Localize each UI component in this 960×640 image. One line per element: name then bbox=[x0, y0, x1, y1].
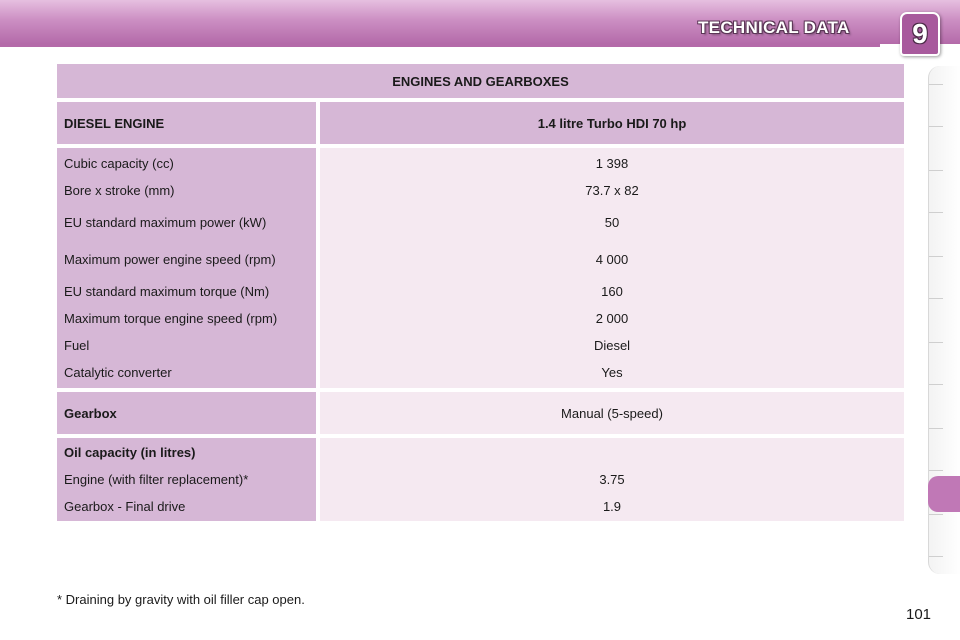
page-title: TECHNICAL DATA bbox=[698, 18, 850, 37]
spec-label: Catalytic converter bbox=[64, 365, 172, 380]
spec-label: EU standard maximum torque (Nm) bbox=[64, 284, 270, 299]
spec-value: 4 000 bbox=[595, 252, 629, 267]
engine-model: 1.4 litre Turbo HDI 70 hp bbox=[318, 100, 904, 146]
oil-capacity-group bbox=[57, 436, 904, 521]
specs-labels bbox=[57, 146, 318, 390]
spec-label: EU standard maximum power (kW) bbox=[64, 215, 267, 230]
spec-value: 73.7 x 82 bbox=[585, 183, 639, 198]
spec-label: Bore x stroke (mm) bbox=[64, 183, 175, 198]
tab-divider bbox=[929, 556, 943, 557]
table-header-row bbox=[57, 100, 904, 146]
tab-divider bbox=[929, 126, 943, 127]
spec-label: Cubic capacity (cc) bbox=[64, 156, 174, 171]
tab-divider bbox=[929, 384, 943, 385]
oil-label: Gearbox - Final drive bbox=[64, 499, 186, 514]
gearbox-row bbox=[57, 390, 904, 436]
spec-value: 1 398 bbox=[595, 156, 629, 171]
oil-value: 1.9 bbox=[602, 499, 622, 514]
gearbox-label: Gearbox bbox=[57, 390, 318, 436]
spec-value: 50 bbox=[604, 215, 620, 230]
footnote: * Draining by gravity with oil filler cap open. bbox=[57, 592, 305, 607]
page-number: 101 bbox=[906, 606, 932, 623]
table-caption-row bbox=[57, 64, 904, 100]
gearbox-value: Manual (5-speed) bbox=[318, 390, 904, 436]
oil-capacity-title: Oil capacity (in litres) bbox=[64, 445, 196, 460]
specs-group bbox=[57, 146, 904, 390]
oil-label: Engine (with filter replacement)* bbox=[64, 472, 249, 487]
oil-labels bbox=[57, 436, 318, 521]
tab-divider bbox=[929, 212, 943, 213]
spec-value: 160 bbox=[601, 284, 623, 299]
tab-divider bbox=[929, 298, 943, 299]
tab-divider bbox=[929, 470, 943, 471]
spec-label: Fuel bbox=[64, 338, 90, 353]
header-divider bbox=[0, 44, 880, 47]
oil-value-spacer bbox=[320, 439, 904, 466]
tab-divider bbox=[929, 256, 943, 257]
oil-values bbox=[318, 436, 904, 521]
tab-divider bbox=[929, 342, 943, 343]
spec-value: 2 000 bbox=[595, 311, 629, 326]
tab-divider bbox=[929, 514, 943, 515]
spec-value: Diesel bbox=[593, 338, 631, 353]
engine-specs-table bbox=[57, 64, 904, 521]
spec-label: Maximum power engine speed (rpm) bbox=[64, 252, 276, 267]
specs-values bbox=[318, 146, 904, 390]
tab-divider bbox=[929, 428, 943, 429]
engine-label: DIESEL ENGINE bbox=[57, 100, 318, 146]
tab-divider bbox=[929, 170, 943, 171]
table-caption: ENGINES AND GEARBOXES bbox=[57, 64, 904, 100]
chapter-badge: 9 bbox=[900, 12, 940, 56]
tab-divider bbox=[929, 84, 943, 85]
oil-value: 3.75 bbox=[599, 472, 625, 487]
spec-value: Yes bbox=[601, 365, 623, 380]
spec-label: Maximum torque engine speed (rpm) bbox=[64, 311, 278, 326]
chapter-tab-active[interactable] bbox=[928, 476, 960, 512]
